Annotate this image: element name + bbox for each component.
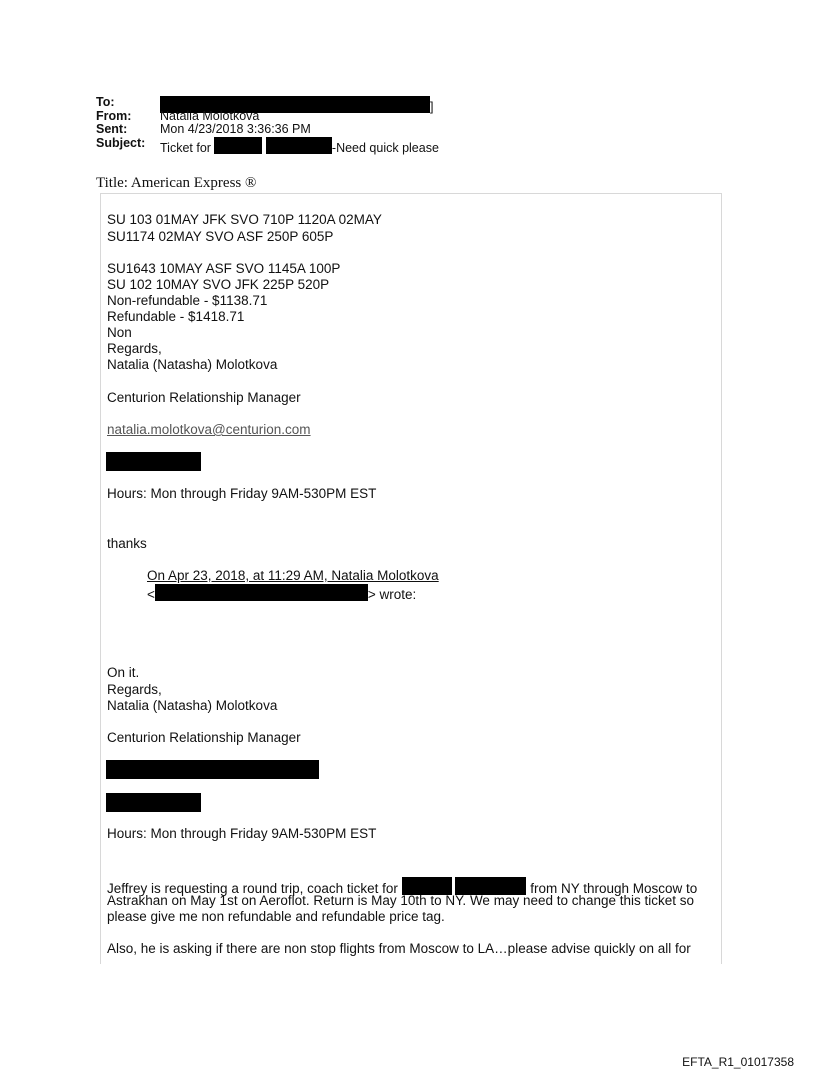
redaction-subject-1: [214, 137, 262, 154]
itinerary-line: SU 102 10MAY SVO JFK 225P 520P: [107, 277, 330, 292]
email-link[interactable]: natalia.molotkova@centurion.com: [107, 422, 311, 437]
signature-hours: Hours: Mon through Friday 9AM-530PM EST: [107, 826, 377, 841]
itinerary-line: SU1174 02MAY SVO ASF 250P 605P: [107, 229, 334, 244]
subject-suffix: -Need quick please: [331, 140, 439, 155]
price-line: Non: [107, 325, 132, 340]
request-line: Astrakhan on May 1st on Aeroflot. Return is May 10th to NY. We may need to change this ticket so: [107, 893, 695, 908]
redaction-to-2: [296, 96, 430, 113]
subject-prefix: Ticket for: [160, 140, 211, 155]
document-id: EFTA_R1_01017358: [682, 1055, 794, 1069]
email-title: Title: American Express ®: [96, 175, 257, 191]
sent-label: Sent:: [96, 122, 128, 136]
request-line: Also, he is asking if there are non stop flights from Moscow to LA…please advise quickly on all for: [107, 941, 691, 956]
thanks-text: thanks: [107, 536, 147, 551]
redaction-email-2: [106, 760, 319, 779]
on-it-text: On it.: [107, 665, 140, 680]
quote-header-line: On Apr 23, 2018, at 11:29 AM, Natalia Molotkova: [147, 568, 439, 583]
redaction-phone-2: [106, 793, 201, 812]
redaction-phone: [106, 452, 201, 471]
signature-regards: Regards,: [107, 341, 162, 356]
signature-name: Natalia (Natasha) Molotkova: [107, 698, 278, 713]
to-label: To:: [96, 95, 115, 109]
signature-role: Centurion Relationship Manager: [107, 390, 301, 405]
from-label: From:: [96, 108, 132, 123]
itinerary-line: SU1643 10MAY ASF SVO 1145A 100P: [107, 261, 341, 276]
signature-name: Natalia (Natasha) Molotkova: [107, 357, 278, 372]
signature-regards: Regards,: [107, 682, 162, 697]
price-line: Refundable - $1418.71: [107, 309, 245, 324]
redaction-sender-email: [155, 584, 368, 601]
sent-value: Mon 4/23/2018 3:36:36 PM: [160, 122, 311, 136]
subject-label: Subject:: [96, 135, 146, 150]
request-line: please give me non refundable and refundable price tag.: [107, 909, 445, 924]
from-value: Natalia Molotkova: [160, 108, 260, 123]
quote-header-sender: < > wrote:: [147, 584, 416, 603]
signature-hours: Hours: Mon through Friday 9AM-530PM EST: [107, 486, 377, 501]
itinerary-line: SU 103 01MAY JFK SVO 710P 1120A 02MAY: [107, 212, 382, 227]
request-line: Jeffrey is requesting a round trip, coach ticket for from NY through Moscow to: [107, 877, 697, 897]
price-line: Non-refundable - $1138.71: [107, 293, 268, 308]
signature-role: Centurion Relationship Manager: [107, 730, 301, 745]
to-suffix: ]: [430, 100, 434, 114]
redaction-subject-2: [266, 137, 332, 154]
